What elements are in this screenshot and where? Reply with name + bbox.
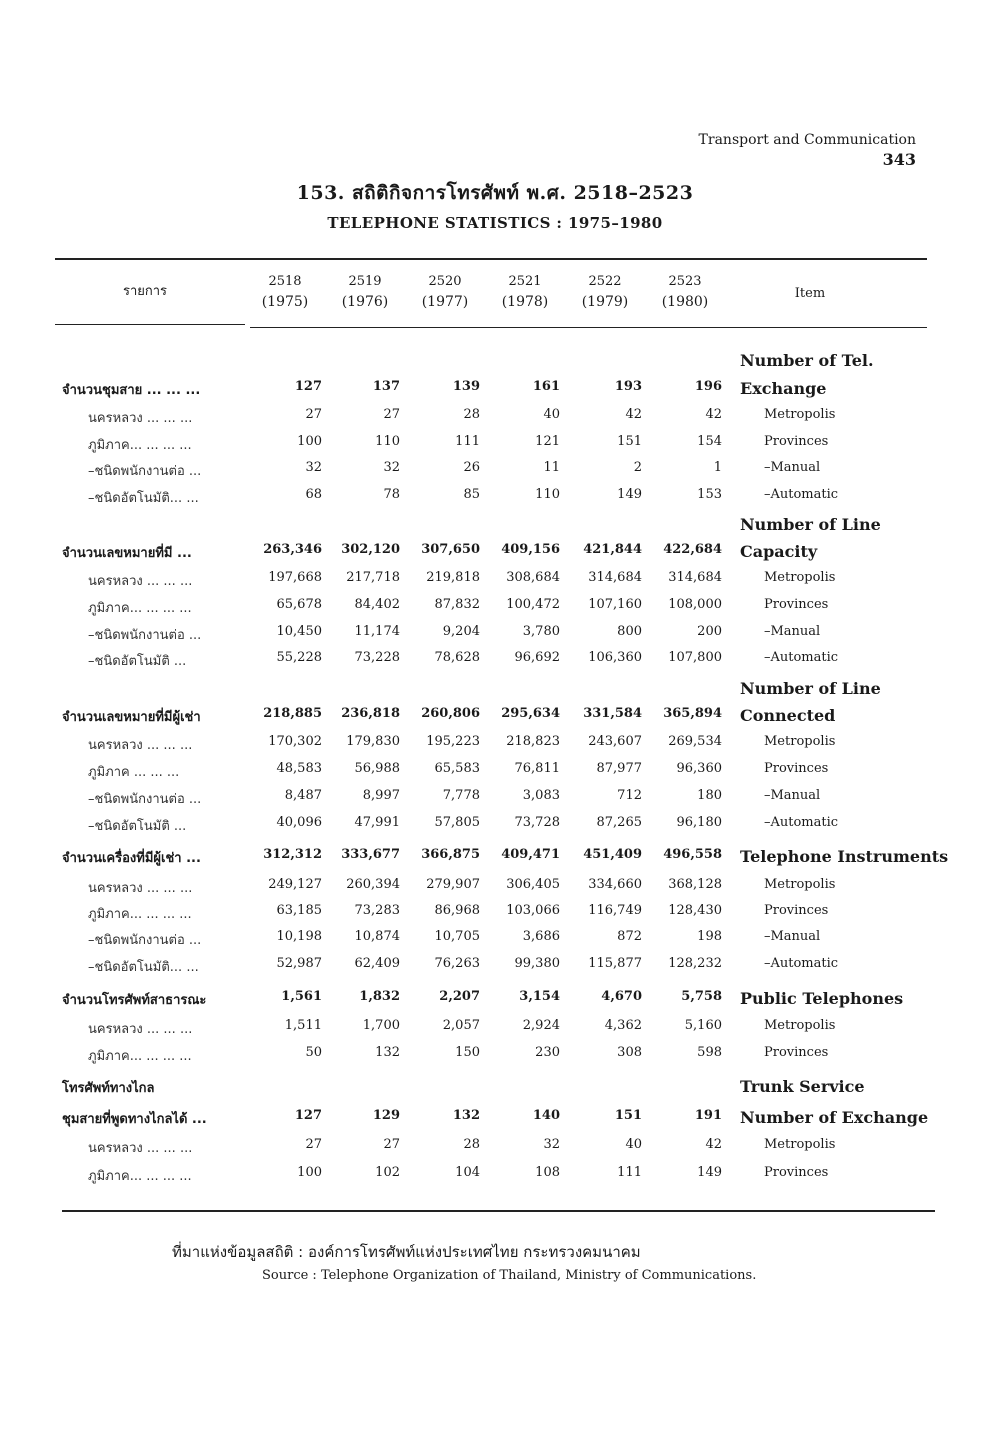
- item-thai: –ชนิดอัตโนมัติ... ...: [88, 491, 199, 506]
- value-cell: 73,228: [354, 650, 400, 665]
- value-cell: 149: [617, 487, 642, 502]
- value-cell: 306,405: [506, 877, 560, 892]
- item-thai: จำนวนเลขหมายที่มีผู้เช่า: [62, 710, 201, 725]
- table-row: [0, 570, 990, 596]
- value-cell: 27: [383, 1137, 400, 1152]
- value-cell: 100: [297, 1165, 322, 1180]
- value-cell: 179,830: [346, 734, 400, 749]
- year-header: [410, 272, 480, 312]
- table-row: [0, 379, 990, 405]
- value-cell: 4,670: [601, 989, 642, 1004]
- value-cell: 99,380: [514, 956, 560, 971]
- table-row: [0, 624, 990, 650]
- value-cell: 96,360: [676, 761, 722, 776]
- value-cell: 161: [532, 379, 560, 394]
- value-cell: 366,875: [421, 847, 480, 862]
- value-cell: 302,120: [341, 542, 400, 557]
- value-cell: 191: [694, 1108, 722, 1123]
- value-cell: 140: [532, 1108, 560, 1123]
- value-cell: 3,686: [522, 929, 560, 944]
- source-thai: ที่มาแห่งข้อมูลสถิติ : องค์การโทรศัพท์แห่งประเทศไทย กระทรวงคมนาคม: [172, 1243, 641, 1261]
- value-cell: 409,471: [501, 847, 560, 862]
- value-cell: 150: [455, 1045, 480, 1060]
- value-cell: 2,207: [439, 989, 480, 1004]
- value-cell: 106,360: [588, 650, 642, 665]
- item-english: Provinces: [764, 761, 829, 776]
- value-cell: 26: [463, 460, 480, 475]
- value-cell: 121: [535, 434, 560, 449]
- table-row: [0, 679, 990, 705]
- value-cell: 52,987: [276, 956, 322, 971]
- item-thai: จำนวนโทรศัพท์สาธารณะ: [62, 993, 207, 1008]
- year-header: [250, 272, 320, 312]
- item-english-heading: Number of Tel.: [740, 351, 874, 370]
- item-english: Connected: [740, 706, 836, 725]
- value-cell: 27: [305, 407, 322, 422]
- value-cell: 249,127: [268, 877, 322, 892]
- value-cell: 421,844: [583, 542, 642, 557]
- value-cell: 127: [294, 379, 322, 394]
- value-cell: 243,607: [588, 734, 642, 749]
- value-cell: 2,924: [522, 1018, 560, 1033]
- item-thai: โทรศัพท์ทางไกล: [62, 1081, 155, 1096]
- value-cell: 137: [372, 379, 400, 394]
- table-row: [0, 351, 990, 377]
- source-english: Source : Telephone Organization of Thailand, Ministry of Communications.: [262, 1268, 757, 1283]
- value-cell: 10,450: [276, 624, 322, 639]
- table-row: [0, 815, 990, 841]
- value-cell: 108: [535, 1165, 560, 1180]
- year-ce: (1978): [501, 294, 549, 310]
- value-cell: 96,692: [514, 650, 560, 665]
- item-thai: นครหลวง ... ... ...: [88, 411, 193, 426]
- value-cell: 307,650: [421, 542, 480, 557]
- table-row: [0, 989, 990, 1015]
- table-row: [0, 1018, 990, 1044]
- value-cell: 1,700: [362, 1018, 400, 1033]
- table-row: [0, 597, 990, 623]
- item-thai: ภูมิภาค ... ... ...: [88, 765, 180, 780]
- table-row: [0, 1108, 990, 1134]
- value-cell: 314,684: [668, 570, 722, 585]
- item-thai: –ชนิดอัตโนมัติ ...: [88, 819, 187, 834]
- value-cell: 57,805: [434, 815, 480, 830]
- table-row: [0, 460, 990, 486]
- value-cell: 63,185: [276, 903, 322, 918]
- value-cell: 103,066: [506, 903, 560, 918]
- value-cell: 110: [375, 434, 400, 449]
- table-row: [0, 956, 990, 982]
- item-thai: –ชนิดพนักงานต่อ ...: [88, 792, 202, 807]
- value-cell: 295,634: [501, 706, 560, 721]
- value-cell: 27: [305, 1137, 322, 1152]
- section-title: Transport and Communication: [698, 132, 916, 148]
- value-cell: 1: [713, 460, 722, 475]
- value-cell: 128,430: [668, 903, 722, 918]
- value-cell: 197,668: [268, 570, 322, 585]
- item-english: Capacity: [740, 542, 818, 561]
- table-row: [0, 903, 990, 929]
- value-cell: 409,156: [501, 542, 560, 557]
- value-cell: 65,583: [434, 761, 480, 776]
- value-cell: 42: [705, 1137, 722, 1152]
- value-cell: 2: [633, 460, 642, 475]
- item-thai: ภูมิภาค... ... ... ...: [88, 601, 192, 616]
- year-header: [490, 272, 560, 312]
- table-title-thai: 153. สถิติกิจการโทรศัพท์ พ.ศ. 2518–2523: [296, 182, 694, 204]
- value-cell: 872: [617, 929, 642, 944]
- value-cell: 598: [697, 1045, 722, 1060]
- value-cell: 8,997: [362, 788, 400, 803]
- item-english-heading: Number of Line: [740, 679, 881, 698]
- value-cell: 279,907: [426, 877, 480, 892]
- value-cell: 87,265: [596, 815, 642, 830]
- value-cell: 8,487: [284, 788, 322, 803]
- item-english: Metropolis: [764, 407, 836, 422]
- value-cell: 9,204: [442, 624, 480, 639]
- value-cell: 11,174: [354, 624, 400, 639]
- table-row: [0, 434, 990, 460]
- value-cell: 331,584: [583, 706, 642, 721]
- item-thai: ภูมิภาค... ... ... ...: [88, 907, 192, 922]
- item-thai: ภูมิภาค... ... ... ...: [88, 1049, 192, 1064]
- value-cell: 32: [383, 460, 400, 475]
- value-cell: 32: [305, 460, 322, 475]
- table-row: [0, 487, 990, 513]
- value-cell: 1,832: [359, 989, 400, 1004]
- header-rule: [250, 327, 927, 328]
- left-header-rule: [55, 324, 245, 325]
- value-cell: 263,346: [263, 542, 322, 557]
- value-cell: 40: [543, 407, 560, 422]
- year-header: [650, 272, 720, 312]
- value-cell: 153: [697, 487, 722, 502]
- value-cell: 712: [617, 788, 642, 803]
- value-cell: 87,832: [434, 597, 480, 612]
- value-cell: 154: [697, 434, 722, 449]
- value-cell: 230: [535, 1045, 560, 1060]
- value-cell: 132: [375, 1045, 400, 1060]
- item-english: Provinces: [764, 1045, 829, 1060]
- value-cell: 68: [305, 487, 322, 502]
- item-english-heading: Number of Line: [740, 515, 881, 534]
- value-cell: 139: [452, 379, 480, 394]
- value-cell: 10,198: [276, 929, 322, 944]
- item-english: –Manual: [764, 788, 821, 803]
- value-cell: 65,678: [276, 597, 322, 612]
- value-cell: 260,394: [346, 877, 400, 892]
- item-english: Provinces: [764, 434, 829, 449]
- item-thai-header: รายการ: [122, 284, 168, 299]
- value-cell: 198: [697, 929, 722, 944]
- item-thai: ชุมสายที่พูดทางไกลได้ ...: [62, 1112, 207, 1127]
- value-cell: 308: [617, 1045, 642, 1060]
- value-cell: 422,684: [663, 542, 722, 557]
- value-cell: 3,154: [519, 989, 560, 1004]
- year-ce: (1977): [421, 294, 469, 310]
- value-cell: 132: [452, 1108, 480, 1123]
- item-thai: ภูมิภาค... ... ... ...: [88, 1169, 192, 1184]
- value-cell: 219,818: [426, 570, 480, 585]
- item-thai: –ชนิดพนักงานต่อ ...: [88, 464, 202, 479]
- item-english: Metropolis: [764, 1018, 836, 1033]
- table-row: [0, 407, 990, 433]
- item-thai: นครหลวง ... ... ...: [88, 881, 193, 896]
- value-cell: 50: [305, 1045, 322, 1060]
- table-row: [0, 1165, 990, 1191]
- table-row: [0, 847, 990, 873]
- item-english: –Manual: [764, 460, 821, 475]
- value-cell: 218,885: [263, 706, 322, 721]
- item-english: –Manual: [764, 624, 821, 639]
- value-cell: 151: [614, 1108, 642, 1123]
- item-english: Number of Exchange: [740, 1108, 929, 1127]
- table-row: [0, 929, 990, 955]
- table-row: [0, 1077, 990, 1103]
- item-english: Metropolis: [764, 734, 836, 749]
- item-thai: นครหลวง ... ... ...: [88, 574, 193, 589]
- table-row: [0, 1045, 990, 1071]
- value-cell: 96,180: [676, 815, 722, 830]
- value-cell: 200: [697, 624, 722, 639]
- year-ce: (1976): [341, 294, 389, 310]
- item-english: Exchange: [740, 379, 827, 398]
- value-cell: 4,362: [604, 1018, 642, 1033]
- item-english: Trunk Service: [740, 1077, 865, 1096]
- value-cell: 333,677: [341, 847, 400, 862]
- value-cell: 76,811: [514, 761, 560, 776]
- value-cell: 107,800: [668, 650, 722, 665]
- value-cell: 1,511: [284, 1018, 322, 1033]
- value-cell: 312,312: [263, 847, 322, 862]
- year-be: 2522: [588, 274, 622, 289]
- value-cell: 195,223: [426, 734, 480, 749]
- value-cell: 196: [694, 379, 722, 394]
- value-cell: 48,583: [276, 761, 322, 776]
- year-be: 2519: [348, 274, 382, 289]
- item-english: Provinces: [764, 903, 829, 918]
- value-cell: 28: [463, 407, 480, 422]
- value-cell: 129: [372, 1108, 400, 1123]
- item-english: Metropolis: [764, 877, 836, 892]
- item-english: Metropolis: [764, 1137, 836, 1152]
- year-be: 2523: [668, 274, 702, 289]
- value-cell: 27: [383, 407, 400, 422]
- value-cell: 111: [455, 434, 480, 449]
- value-cell: 149: [697, 1165, 722, 1180]
- item-english: Public Telephones: [740, 989, 904, 1008]
- item-english: Telephone Instruments: [740, 847, 949, 866]
- value-cell: 78,628: [434, 650, 480, 665]
- value-cell: 84,402: [354, 597, 400, 612]
- item-thai: จำนวนเครื่องที่มีผู้เช่า ...: [62, 851, 201, 866]
- table-title-english: TELEPHONE STATISTICS : 1975–1980: [327, 214, 663, 232]
- value-cell: 42: [705, 407, 722, 422]
- item-thai: นครหลวง ... ... ...: [88, 1022, 193, 1037]
- item-english: –Automatic: [764, 650, 839, 665]
- value-cell: 78: [383, 487, 400, 502]
- value-cell: 28: [463, 1137, 480, 1152]
- item-english-header: Item: [794, 286, 826, 301]
- value-cell: 496,558: [663, 847, 722, 862]
- value-cell: 314,684: [588, 570, 642, 585]
- value-cell: 334,660: [588, 877, 642, 892]
- value-cell: 108,000: [668, 597, 722, 612]
- item-thai: จำนวนชุมสาย ... ... ...: [62, 383, 201, 398]
- item-english: Provinces: [764, 1165, 829, 1180]
- value-cell: 236,818: [341, 706, 400, 721]
- value-cell: 116,749: [588, 903, 642, 918]
- value-cell: 5,758: [681, 989, 722, 1004]
- value-cell: 170,302: [268, 734, 322, 749]
- value-cell: 260,806: [421, 706, 480, 721]
- value-cell: 10,705: [434, 929, 480, 944]
- table-row: [0, 515, 990, 541]
- value-cell: 40: [625, 1137, 642, 1152]
- value-cell: 1,561: [281, 989, 322, 1004]
- value-cell: 47,991: [354, 815, 400, 830]
- value-cell: 73,283: [354, 903, 400, 918]
- item-english: Provinces: [764, 597, 829, 612]
- value-cell: 86,968: [434, 903, 480, 918]
- value-cell: 102: [375, 1165, 400, 1180]
- value-cell: 32: [543, 1137, 560, 1152]
- value-cell: 217,718: [346, 570, 400, 585]
- year-ce: (1979): [581, 294, 629, 310]
- item-thai: นครหลวง ... ... ...: [88, 1141, 193, 1156]
- value-cell: 42: [625, 407, 642, 422]
- year-ce: (1980): [661, 294, 709, 310]
- table-row: [0, 788, 990, 814]
- item-thai: –ชนิดพนักงานต่อ ...: [88, 628, 202, 643]
- item-thai: –ชนิดพนักงานต่อ ...: [88, 933, 202, 948]
- page-number: 343: [882, 150, 916, 169]
- value-cell: 308,684: [506, 570, 560, 585]
- value-cell: 100,472: [506, 597, 560, 612]
- value-cell: 2,057: [442, 1018, 480, 1033]
- value-cell: 451,409: [583, 847, 642, 862]
- value-cell: 269,534: [668, 734, 722, 749]
- value-cell: 193: [614, 379, 642, 394]
- value-cell: 365,894: [663, 706, 722, 721]
- value-cell: 104: [455, 1165, 480, 1180]
- value-cell: 128,232: [668, 956, 722, 971]
- table-row: [0, 650, 990, 676]
- value-cell: 56,988: [354, 761, 400, 776]
- value-cell: 180: [697, 788, 722, 803]
- value-cell: 76,263: [434, 956, 480, 971]
- year-be: 2520: [428, 274, 462, 289]
- value-cell: 87,977: [596, 761, 642, 776]
- year-be: 2521: [508, 274, 542, 289]
- value-cell: 127: [294, 1108, 322, 1123]
- item-thai: –ชนิดอัตโนมัติ... ...: [88, 960, 199, 975]
- value-cell: 40,096: [276, 815, 322, 830]
- table-row: [0, 877, 990, 903]
- value-cell: 110: [535, 487, 560, 502]
- value-cell: 218,823: [506, 734, 560, 749]
- value-cell: 3,083: [522, 788, 560, 803]
- value-cell: 111: [617, 1165, 642, 1180]
- value-cell: 7,778: [442, 788, 480, 803]
- value-cell: 55,228: [276, 650, 322, 665]
- value-cell: 10,874: [354, 929, 400, 944]
- value-cell: 73,728: [514, 815, 560, 830]
- top-rule: [55, 258, 927, 260]
- bottom-rule: [62, 1210, 935, 1212]
- value-cell: 151: [617, 434, 642, 449]
- value-cell: 115,877: [588, 956, 642, 971]
- year-be: 2518: [268, 274, 302, 289]
- item-english: –Manual: [764, 929, 821, 944]
- page-header: [699, 131, 916, 169]
- item-english: –Automatic: [764, 815, 839, 830]
- value-cell: 100: [297, 434, 322, 449]
- value-cell: 5,160: [684, 1018, 722, 1033]
- value-cell: 62,409: [354, 956, 400, 971]
- table-row: [0, 734, 990, 760]
- value-cell: 107,160: [588, 597, 642, 612]
- year-ce: (1975): [261, 294, 309, 310]
- year-header: [330, 272, 400, 312]
- value-cell: 3,780: [522, 624, 560, 639]
- value-cell: 800: [617, 624, 642, 639]
- item-thai: จำนวนเลขหมายที่มี ...: [62, 546, 192, 561]
- table-row: [0, 761, 990, 787]
- table-row: [0, 542, 990, 568]
- table-row: [0, 1137, 990, 1163]
- value-cell: 368,128: [668, 877, 722, 892]
- value-cell: 11: [543, 460, 560, 475]
- year-header: [570, 272, 640, 312]
- item-thai: นครหลวง ... ... ...: [88, 738, 193, 753]
- item-english: –Automatic: [764, 487, 839, 502]
- table-row: [0, 706, 990, 732]
- item-english: –Automatic: [764, 956, 839, 971]
- item-thai: ภูมิภาค... ... ... ...: [88, 438, 192, 453]
- value-cell: 85: [463, 487, 480, 502]
- item-english: Metropolis: [764, 570, 836, 585]
- item-thai: –ชนิดอัตโนมัติ ...: [88, 654, 187, 669]
